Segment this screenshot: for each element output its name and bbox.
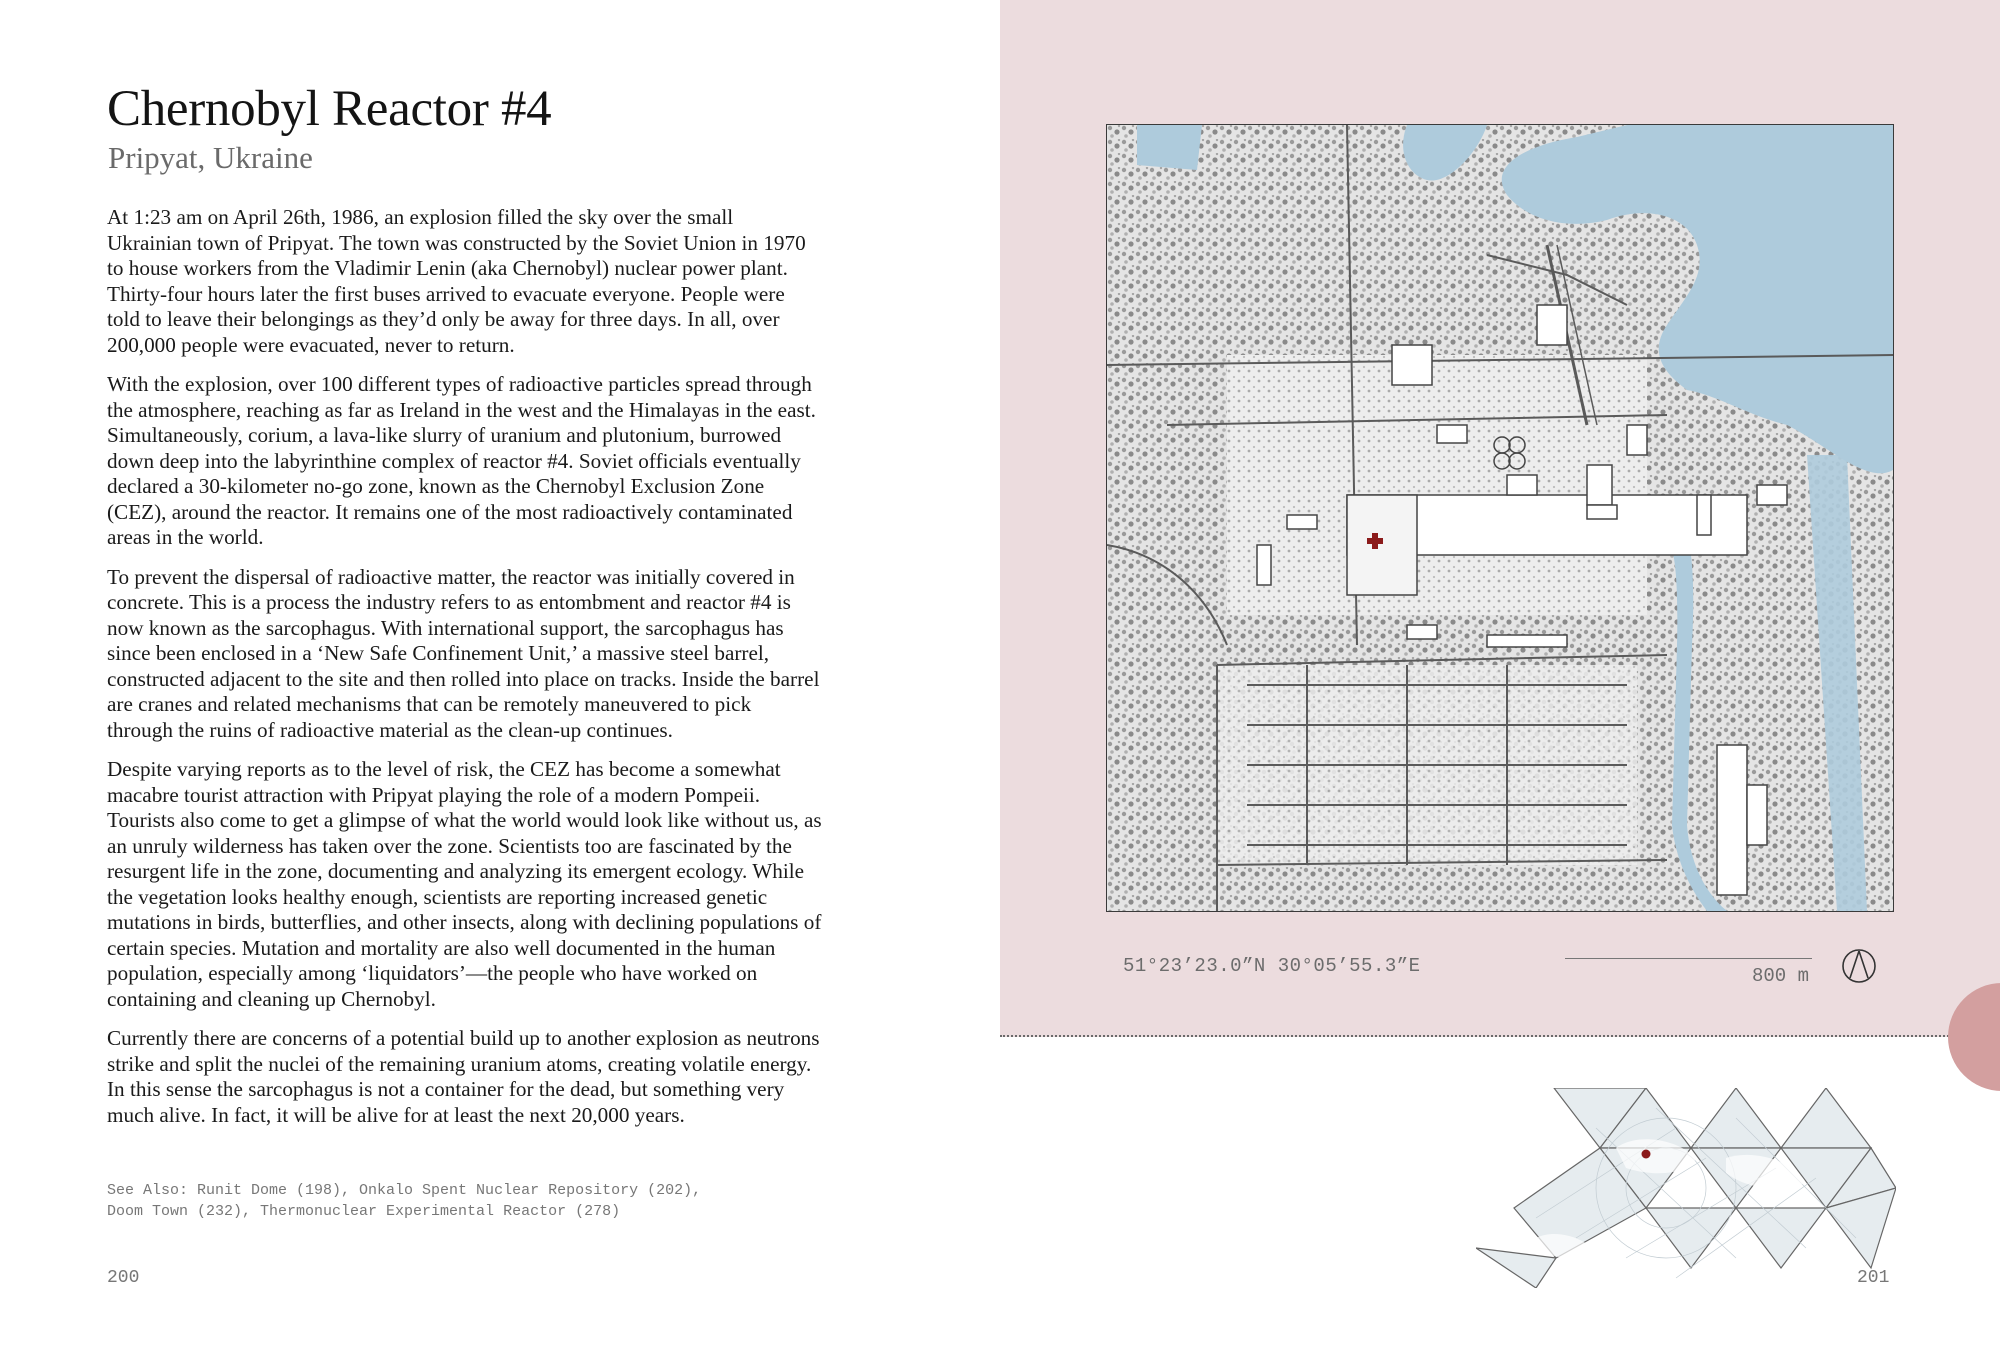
dymaxion-globe-map (1476, 1088, 1896, 1288)
north-arrow-icon (1841, 948, 1877, 984)
paragraph-2: With the explosion, over 100 different types of radioactive particles spread through the atmosphere, reaching as far as Ireland in the west and the Himalayas in the east. Simultaneously, corium, a lava-like slurry of uranium and plutonium, burrowed down deep into the labyrinthine complex of reactor #4. Soviet officials eventually declared a 30-kilometer no-go zone, known as the Chernobyl Exclusion Zone (CEZ), around the reactor. It remains one of the most radioactively contaminated areas in the world. (107, 372, 816, 549)
location-dot-icon (1642, 1150, 1651, 1159)
page-number-right: 201 (1857, 1268, 1890, 1288)
paragraph-1: At 1:23 am on April 26th, 1986, an explosion filled the sky over the small Ukrainian town of Pripyat. The town was constructed by the Soviet Union in 1970 to house workers from the Vladimir Lenin (aka Chernobyl) nuclear power plant. Thirty-four hours later the first buses arrived to evacuate everyone. People were told to leave their belongings as they’d only be away for three days. In all, over 200,000 people were evacuated, never to return. (107, 205, 806, 357)
paragraph-4: Despite varying reports as to the level of risk, the CEZ has become a somewhat macabre tourist attraction with Pripyat playing the role of a modern Pompeii. Tourists also come to get a glimpse of what the world would look like without us, as an unruly wilderness has taken over the zone. Scientists too are fascinated by the resurgent life in the zone, documenting and analyzing its emergent ecology. While the vegetation looks healthy enough, scientists are reporting increased genetic mutations in birds, butterflies, and other insects, along with declining populations of certain species. Mutation and mortality are also well documented in the human population, especially among ‘liquidators’—the people who have worked on containing and cleaning up Chernobyl. (107, 757, 822, 1011)
scale-bar (1565, 958, 1812, 959)
map-illustration (1107, 125, 1893, 911)
page-subtitle: Pripyat, Ukraine (108, 140, 313, 175)
see-also-line-2: Doom Town (232), Thermonuclear Experimental Reactor (278) (107, 1203, 621, 1220)
see-also (107, 1180, 747, 1222)
scale-label: 800 m (1752, 965, 1810, 987)
page-title: Chernobyl Reactor #4 (107, 81, 552, 137)
right-page (1000, 0, 2000, 1357)
satellite-map (1106, 124, 1894, 912)
see-also-line-1: See Also: Runit Dome (198), Onkalo Spent Nuclear Repository (202), (107, 1182, 702, 1199)
paragraph-5: Currently there are concerns of a potential build up to another explosion as neutrons strike and split the nuclei of the remaining uranium atoms, creating volatile energy. In this sense the sarcophagus is not a container for the dead, but something very much alive. In fact, it will be alive for at least the next 20,000 years. (107, 1026, 820, 1127)
paragraph-3: To prevent the dispersal of radioactive matter, the reactor was initially covered in concrete. This is a process the industry refers to as entombment and reactor #4 is now known as the sarcophagus. With international support, the sarcophagus has since been enclosed in a ‘New Safe Confinement Unit,’ a massive steel barrel, constructed adjacent to the site and then rolled into place on tracks. Inside the barrel are cranes and related mechanisms that can be remotely maneuvered to pick through the ruins of radioactive material as the clean-up continues. (107, 564, 820, 742)
map-panel (1000, 0, 2000, 1037)
article-body (107, 205, 822, 1142)
page-number-left: 200 (107, 1268, 140, 1288)
map-coordinates: 51°23’23.0”N 30°05’55.3”E (1123, 955, 1421, 977)
